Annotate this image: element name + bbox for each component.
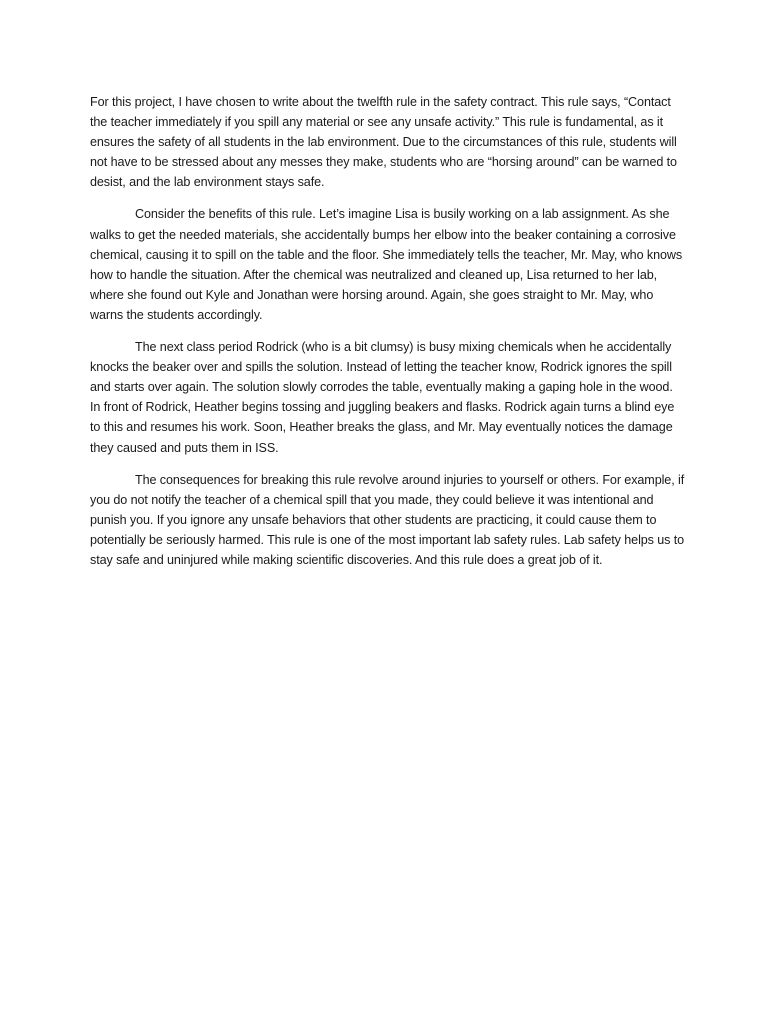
paragraph-benefits: Consider the benefits of this rule. Let’s imagine Lisa is busily working on a lab assignment. As she walks to get the needed materials, she accidentally bumps her elbow into the beaker containing a corrosive chemical, causing it to spill on the table and the floor. She immediately tells the teacher, Mr. May, who knows how to handle the situation. After the chemical was neutralized and cleaned up, Lisa returned to her lab, where she found out Kyle and Jonathan were horsing around. Again, she goes straight to Mr. May, who warns the students accordingly. (90, 207, 683, 322)
document-body (90, 92, 686, 582)
paragraph-consequences: The consequences for breaking this rule revolve around injuries to yourself or others. For example, if you do not notify the teacher of a chemical spill that you made, they could believe it was intentional and punish you. If you ignore any unsafe behaviors that other students are practicing, it could cause them to potentially be seriously harmed. This rule is one of the most important lab safety rules. Lab safety helps us to stay safe and uninjured while making scientific discoveries. And this rule does a great job of it. (90, 472, 685, 567)
paragraph-counterexample: The next class period Rodrick (who is a bit clumsy) is busy mixing chemicals when he accidentally knocks the beaker over and spills the solution. Instead of letting the teacher know, Rodrick ignores the spill and starts over again. The solution slowly corrodes the table, eventually making a gaping hole in the wood. In front of Rodrick, Heather begins tossing and juggling beakers and flasks. Rodrick again turns a blind eye to this and resumes his work. Soon, Heather breaks the glass, and Mr. May eventually notices the damage they caused and puts them in ISS. (90, 340, 675, 455)
paragraph-intro: For this project, I have chosen to write about the twelfth rule in the safety contract. This rule says, “Contact the teacher immediately if you spill any material or see any unsafe activity.” This rule is fundamental, as it ensures the safety of all students in the lab environment. Due to the circumstances of this rule, students will not have to be stressed about any messes they make, students who are “horsing around” can be warned to desist, and the lab environment stays safe. (90, 95, 677, 190)
